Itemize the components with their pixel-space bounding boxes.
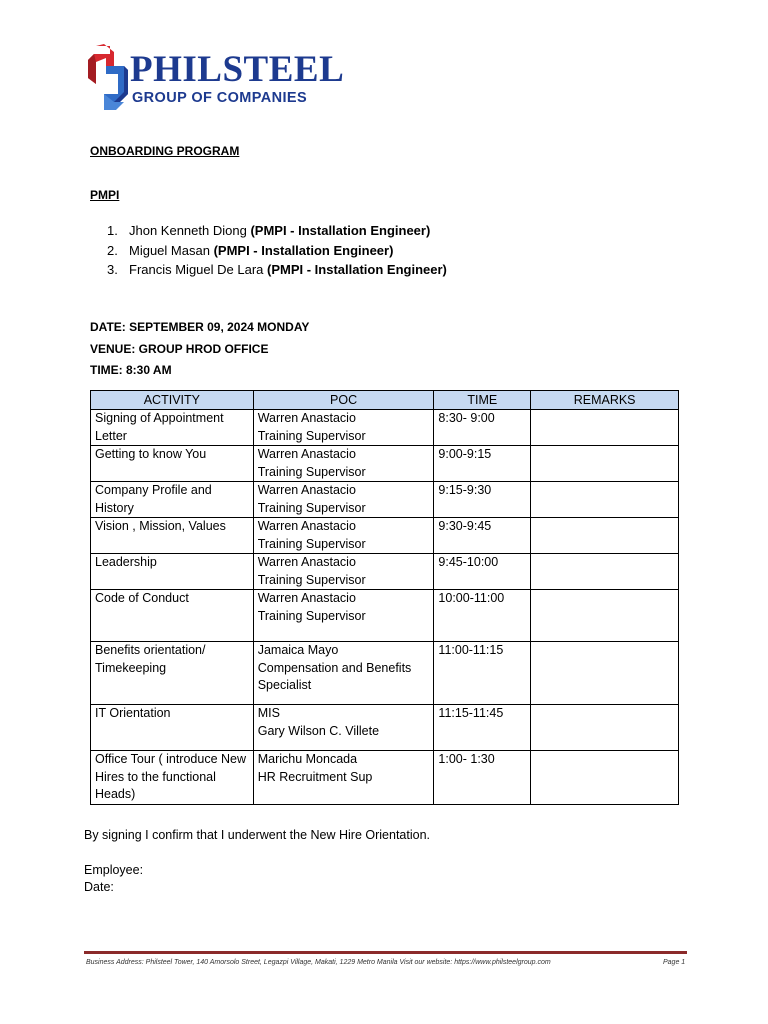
footer-rule — [84, 951, 687, 954]
logo-subtitle: GROUP OF COMPANIES — [132, 90, 308, 106]
header-remarks: REMARKS — [531, 391, 679, 410]
list-item: 2. Miguel Masan (PMPI - Installation Engineer) — [107, 242, 394, 258]
activity-cell: Leadership — [91, 554, 254, 590]
poc-cell: Jamaica Mayo Compensation and Benefits Specialist — [253, 642, 434, 705]
table-header-row — [91, 391, 679, 410]
attendee-role: (PMPI - Installation Engineer) — [213, 242, 394, 258]
poc-cell: Warren Anastacio Training Supervisor — [253, 590, 434, 642]
remarks-cell — [531, 482, 679, 518]
remarks-cell — [531, 642, 679, 705]
time-cell: 11:00-11:15 — [434, 642, 531, 705]
table-row — [91, 446, 679, 482]
logo-name: PHILSTEEL — [130, 49, 345, 90]
activity-cell: Code of Conduct — [91, 590, 254, 642]
attendee-role: (PMPI - Installation Engineer) — [250, 223, 431, 238]
remarks-cell — [531, 554, 679, 590]
schedule-table — [90, 390, 679, 805]
time-cell: 9:45-10:00 — [434, 554, 531, 590]
remarks-cell — [531, 751, 679, 805]
table-row — [91, 518, 679, 554]
time-cell: 9:00-9:15 — [434, 446, 531, 482]
time-cell: 1:00- 1:30 — [434, 751, 531, 805]
time-cell: 9:15-9:30 — [434, 482, 531, 518]
poc-cell: Warren Anastacio Training Supervisor — [253, 410, 434, 446]
header-poc: POC — [253, 391, 434, 410]
company-code: PMPI — [90, 188, 120, 202]
attendee-name: Miguel Masan — [129, 242, 210, 258]
activity-cell: Benefits orientation/ Timekeeping — [91, 642, 254, 705]
poc-cell: MIS Gary Wilson C. Villete — [253, 705, 434, 751]
venue-line: VENUE: GROUP HROD OFFICE — [90, 342, 269, 356]
activity-cell: Signing of Appointment Letter — [91, 410, 254, 446]
employee-label: Employee: — [84, 863, 144, 877]
activity-cell: Company Profile and History — [91, 482, 254, 518]
page-number: Page 1 — [663, 959, 686, 966]
time-cell: 8:30- 9:00 — [434, 410, 531, 446]
time-cell: 11:15-11:45 — [434, 705, 531, 751]
philsteel-emblem-icon — [84, 44, 130, 112]
remarks-cell — [531, 410, 679, 446]
remarks-cell — [531, 518, 679, 554]
date-line: DATE: SEPTEMBER 09, 2024 MONDAY — [90, 320, 310, 334]
time-cell: 9:30-9:45 — [434, 518, 531, 554]
activity-cell: Office Tour ( introduce New Hires to the functional Heads) — [91, 751, 254, 805]
activity-cell: Vision , Mission, Values — [91, 518, 254, 554]
table-row — [91, 554, 679, 590]
attendee-name: Jhon Kenneth Diong — [129, 223, 247, 238]
program-title: ONBOARDING PROGRAM — [90, 144, 240, 158]
activity-cell: IT Orientation — [91, 705, 254, 751]
table-row — [91, 410, 679, 446]
remarks-cell — [531, 590, 679, 642]
confirmation-text: By signing I confirm that I underwent the New Hire Orientation. — [84, 828, 430, 842]
company-logo — [84, 44, 364, 112]
attendee-list — [107, 221, 447, 280]
time-line: TIME: 8:30 AM — [90, 363, 172, 377]
header-activity: ACTIVITY — [91, 391, 254, 410]
list-item: 3. Francis Miguel De Lara (PMPI - Installation Engineer) — [107, 262, 447, 277]
activity-cell: Getting to know You — [91, 446, 254, 482]
poc-cell: Warren Anastacio Training Supervisor — [253, 554, 434, 590]
poc-cell: Marichu Moncada HR Recruitment Sup — [253, 751, 434, 805]
date-label: Date: — [84, 880, 114, 894]
remarks-cell — [531, 446, 679, 482]
remarks-cell — [531, 705, 679, 751]
poc-cell: Warren Anastacio Training Supervisor — [253, 482, 434, 518]
list-item: 1. Jhon Kenneth Diong (PMPI - Installation Engineer) — [107, 223, 431, 238]
table-row — [91, 751, 679, 805]
attendee-role: (PMPI - Installation Engineer) — [267, 262, 447, 277]
poc-cell: Warren Anastacio Training Supervisor — [253, 446, 434, 482]
header-time: TIME — [434, 391, 531, 410]
table-row — [91, 642, 679, 705]
table-row — [91, 705, 679, 751]
table-row — [91, 590, 679, 642]
footer-address: Business Address: Philsteel Tower, 140 Amorsolo Street, Legazpi Village, Makati, 1229 Metro Manila Visit our website: https://www.philsteelgroup.com — [86, 959, 551, 966]
time-cell: 10:00-11:00 — [434, 590, 531, 642]
attendee-name: Francis Miguel De Lara — [129, 262, 264, 277]
poc-cell: Warren Anastacio Training Supervisor — [253, 518, 434, 554]
table-row — [91, 482, 679, 518]
